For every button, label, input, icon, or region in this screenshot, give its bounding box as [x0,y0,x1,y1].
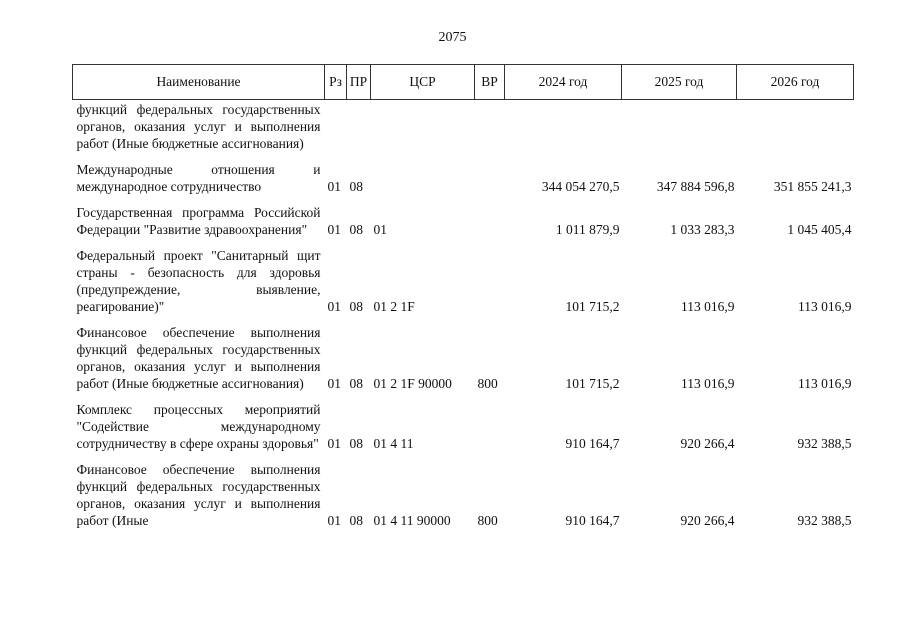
row-csr: 01 2 1F 90000 [373,376,452,391]
row-name: Финансовое обеспечение выполнения функций федеральных государственных органов, оказания услуг и выполнения работ (Иные [76,462,321,528]
header-2025: 2025 год [622,65,737,100]
row-2025: 113 016,9 [681,376,735,391]
row-name: Международные отношения и международное сотрудничество [76,162,321,194]
row-vr [475,200,505,243]
row-2025: 113 016,9 [681,299,735,314]
row-name: функций федеральных государственных органов, оказания услуг и выполнения работ (Иные бюджетные ассигнования) [76,102,321,151]
table-row [73,157,854,200]
row-name: Федеральный проект "Санитарный щит страны - безопасность для здоровья (предупреждение, выявление, реагирование)" [76,248,321,314]
row-name: Финансовое обеспечение выполнения функций федеральных государственных органов, оказания услуг и выполнения работ (Иные бюджетные ассигнования) [76,325,321,391]
table-row [73,200,854,243]
row-name: Государственная программа Российской Федерации "Развитие здравоохранения" [76,205,321,237]
row-rz: 01 [327,179,341,194]
row-2024: 1 011 879,9 [555,222,620,237]
row-rz: 01 [327,513,341,528]
row-2025 [622,100,737,158]
row-rz: 01 [327,436,341,451]
row-2025: 920 266,4 [680,513,735,528]
row-csr [371,157,475,200]
row-vr [475,100,505,158]
row-pr: 08 [349,513,363,528]
row-pr [347,100,371,158]
row-2026: 932 388,5 [797,436,852,451]
table-row [73,397,854,457]
table-row [73,320,854,397]
row-rz: 01 [327,299,341,314]
header-2026: 2026 год [737,65,854,100]
row-2024: 101 715,2 [565,299,620,314]
budget-table [72,64,854,534]
row-2024: 910 164,7 [565,436,620,451]
table-row [73,100,854,158]
row-pr: 08 [349,376,363,391]
row-2026: 1 045 405,4 [787,222,852,237]
row-2024: 344 054 270,5 [541,179,620,194]
row-vr [475,397,505,457]
row-2025: 347 884 596,8 [656,179,735,194]
row-2024: 910 164,7 [565,513,620,528]
row-rz: 01 [327,376,341,391]
table-row [73,243,854,320]
row-csr: 01 4 11 90000 [373,513,451,528]
header-vr: ВР [475,65,505,100]
row-csr: 01 4 11 [373,436,414,451]
row-vr: 800 [477,376,498,391]
row-pr: 08 [349,436,363,451]
row-vr [475,243,505,320]
row-2025: 1 033 283,3 [670,222,735,237]
row-name: Комплекс процессных мероприятий "Содействие международному сотрудничеству в сфере охраны здоровья" [76,402,321,451]
row-csr [371,100,475,158]
row-2026 [737,100,854,158]
row-vr: 800 [477,513,498,528]
row-rz: 01 [327,222,341,237]
row-2026: 351 855 241,3 [773,179,852,194]
page-number: 2075 [438,30,467,45]
row-vr [475,157,505,200]
row-rz [325,100,347,158]
header-rz: Рз [325,65,347,100]
row-pr: 08 [349,222,363,237]
row-pr: 08 [349,179,363,194]
row-2026: 113 016,9 [798,376,852,391]
row-2026: 932 388,5 [797,513,852,528]
table-header-row [73,65,854,100]
row-2024 [505,100,622,158]
header-pr: ПР [347,65,371,100]
row-pr: 08 [349,299,363,314]
header-csr: ЦСР [371,65,475,100]
row-2026: 113 016,9 [798,299,852,314]
table-row [73,457,854,534]
header-2024: 2024 год [505,65,622,100]
header-name: Наименование [73,65,325,100]
row-csr: 01 [373,222,387,237]
row-2024: 101 715,2 [565,376,620,391]
row-2025: 920 266,4 [680,436,735,451]
row-csr: 01 2 1F [373,299,415,314]
